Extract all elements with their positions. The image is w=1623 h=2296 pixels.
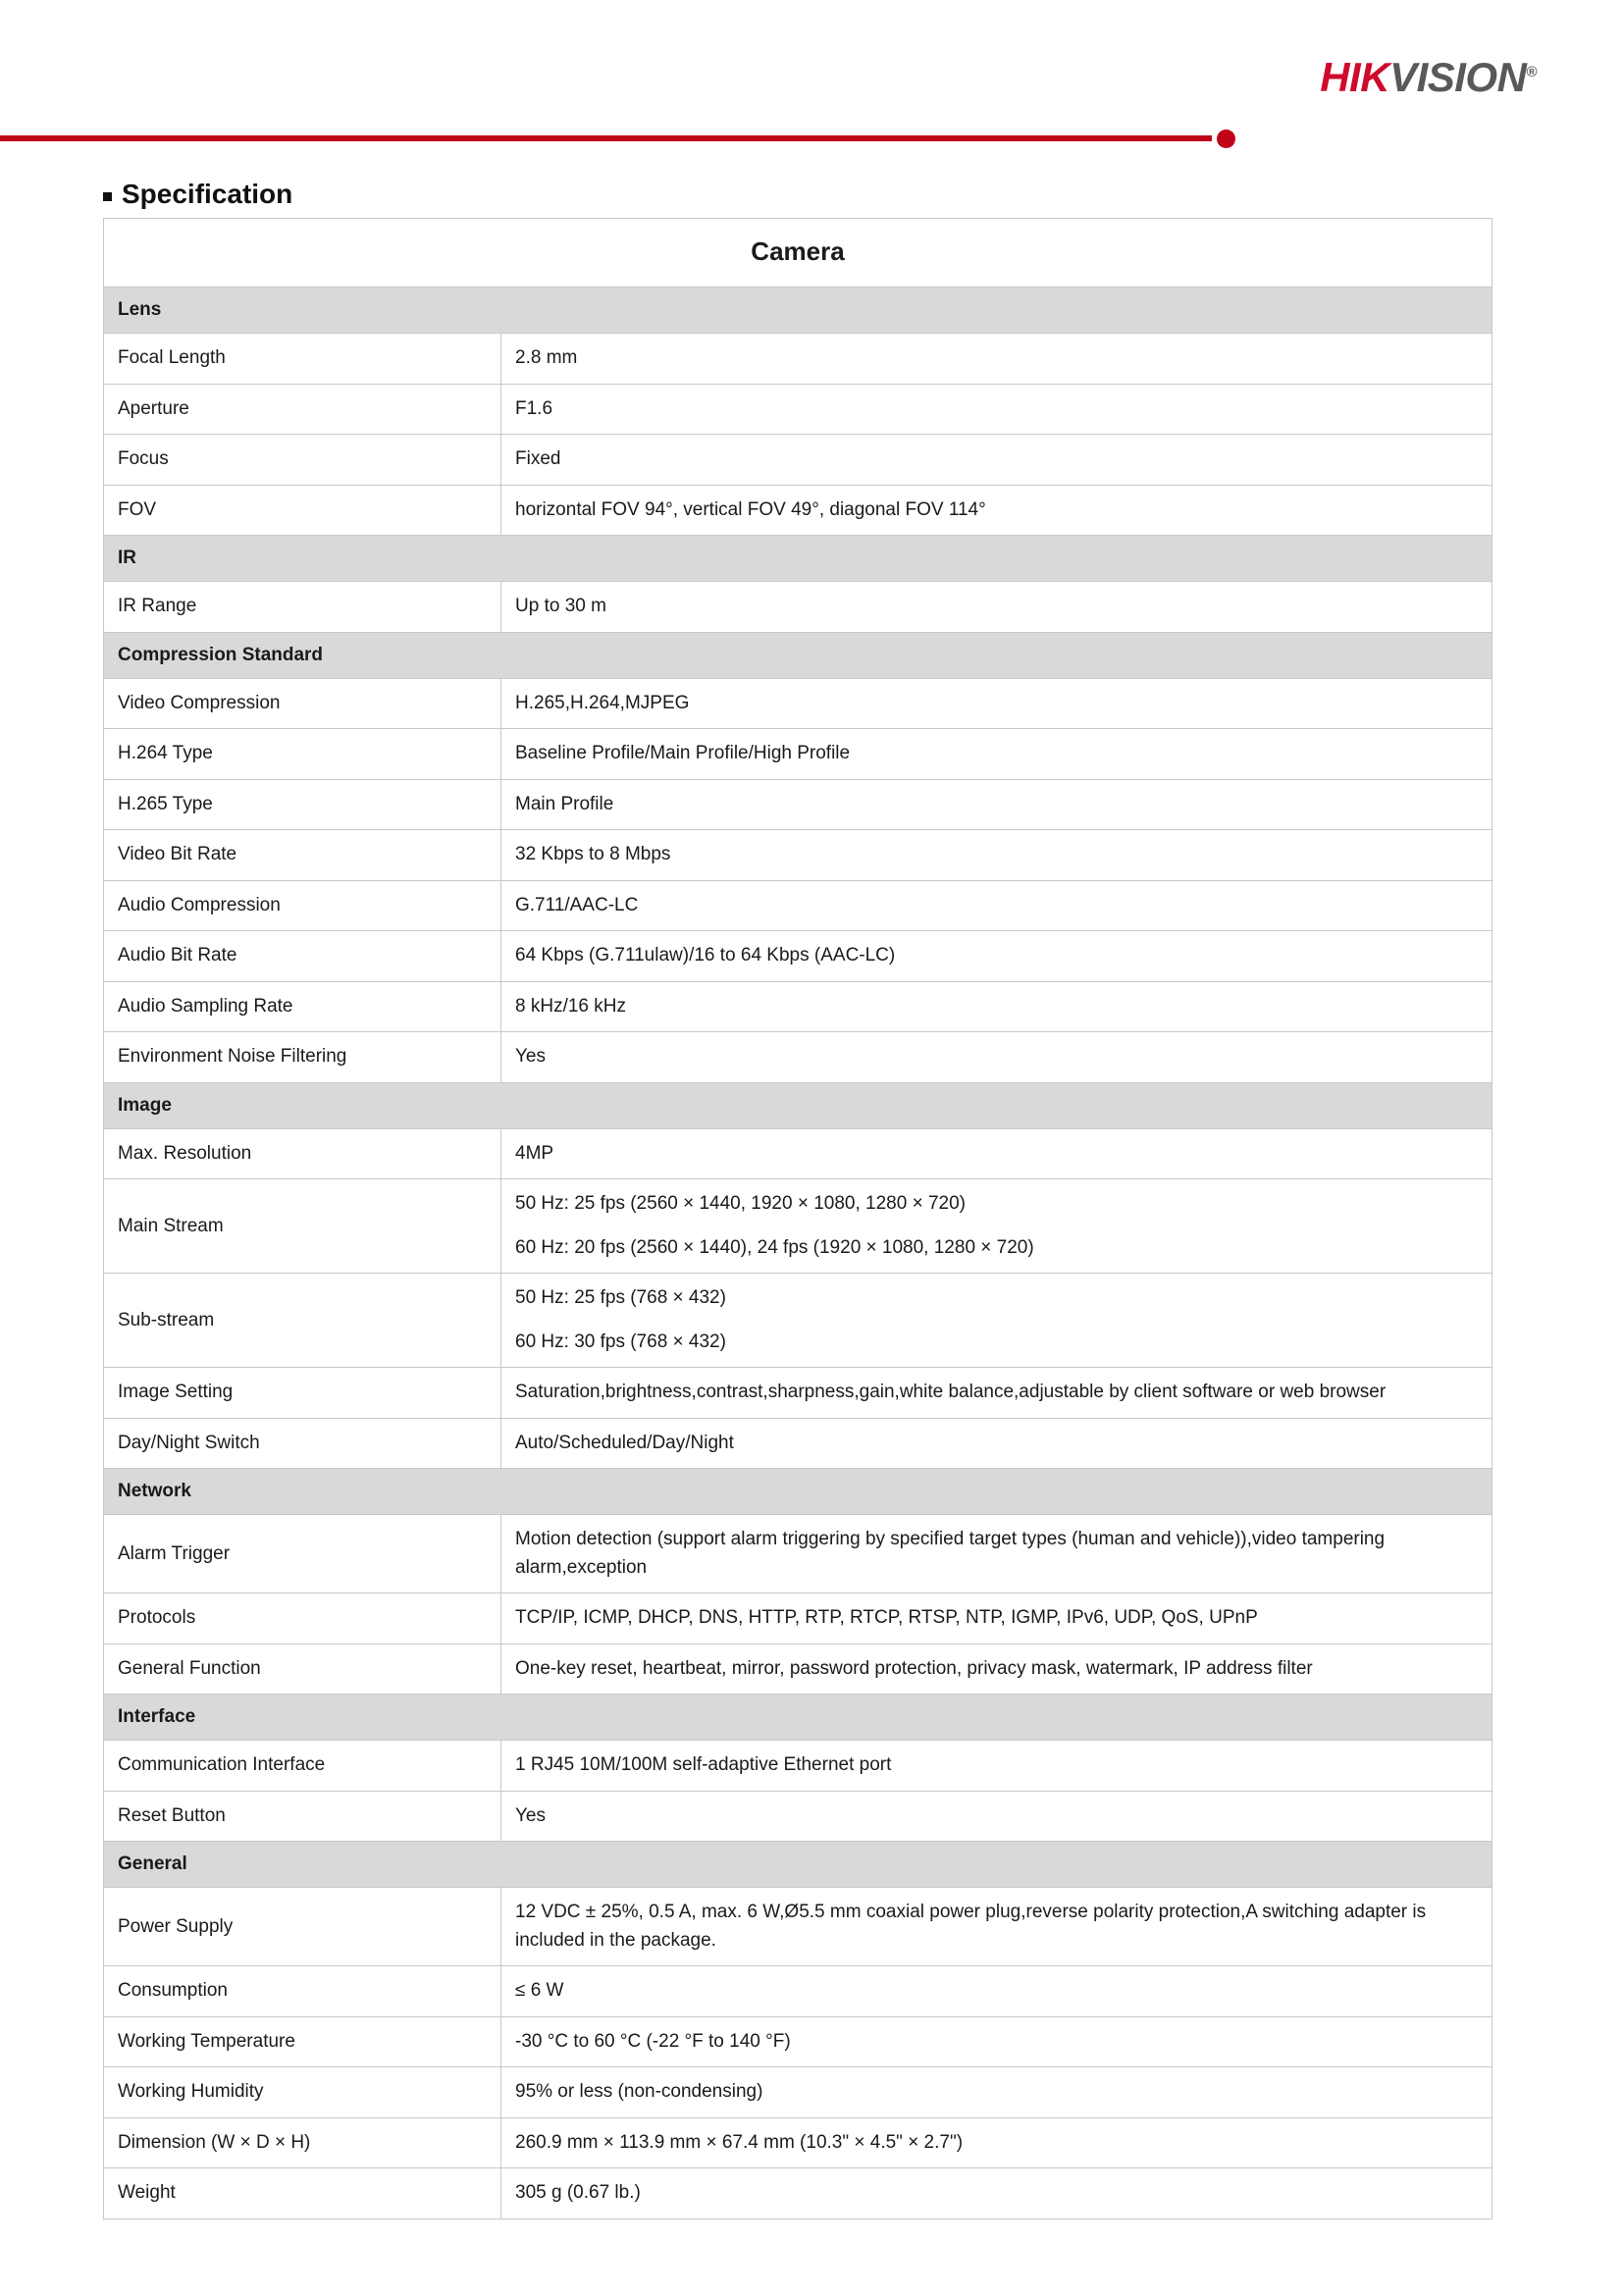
spec-label: Reset Button [104, 1791, 501, 1842]
spec-value-line: 32 Kbps to 8 Mbps [515, 844, 671, 864]
spec-value [501, 1741, 1492, 1792]
table-row [104, 678, 1492, 729]
spec-label: Image Setting [104, 1368, 501, 1419]
spec-value [501, 435, 1492, 486]
table-group-row [104, 1469, 1492, 1515]
spec-value-line: 12 VDC ± 25%, 0.5 A, max. 6 W,Ø5.5 mm coaxial power plug,reverse polarity protection,A switching adapter is included in the package. [515, 1902, 1427, 1951]
spec-value-line: 60 Hz: 30 fps (768 × 432) [515, 1331, 726, 1352]
table-row [104, 384, 1492, 435]
hikvision-logo [1320, 54, 1537, 100]
spec-value [501, 729, 1492, 780]
spec-label: Video Compression [104, 678, 501, 729]
table-title-row [104, 219, 1492, 287]
spec-value-line: 64 Kbps (G.711ulaw)/16 to 64 Kbps (AAC-LC) [515, 945, 896, 965]
spec-label: Communication Interface [104, 1741, 501, 1792]
spec-value-line: F1.6 [515, 397, 553, 419]
table-group-row [104, 287, 1492, 334]
group-label: Compression Standard [104, 632, 1492, 678]
spec-value [501, 1515, 1492, 1593]
spec-value [501, 334, 1492, 385]
spec-value-line: Fixed [515, 448, 561, 469]
table-row [104, 1741, 1492, 1792]
spec-value [501, 1368, 1492, 1419]
spec-value-line: 95% or less (non-condensing) [515, 2081, 763, 2102]
table-group-row [104, 1842, 1492, 1888]
table-row [104, 779, 1492, 830]
group-label: General [104, 1842, 1492, 1888]
spec-value [501, 2067, 1492, 2118]
group-label: Network [104, 1469, 1492, 1515]
spec-value [501, 981, 1492, 1032]
spec-label: Working Humidity [104, 2067, 501, 2118]
spec-label: Power Supply [104, 1888, 501, 1966]
spec-label: H.265 Type [104, 779, 501, 830]
spec-value [501, 678, 1492, 729]
spec-value-line: Yes [515, 1804, 546, 1826]
spec-value-line: 4MP [515, 1142, 554, 1164]
spec-value-line: Auto/Scheduled/Day/Night [515, 1432, 734, 1453]
spec-label: IR Range [104, 582, 501, 633]
spec-value-line: horizontal FOV 94°, vertical FOV 49°, diagonal FOV 114° [515, 498, 986, 520]
spec-value [501, 2117, 1492, 2168]
table-row [104, 981, 1492, 1032]
spec-value [501, 485, 1492, 536]
group-label: Image [104, 1082, 1492, 1128]
spec-label: Working Temperature [104, 2016, 501, 2067]
table-row [104, 1032, 1492, 1083]
spec-value-line: TCP/IP, ICMP, DHCP, DNS, HTTP, RTP, RTCP, RTSP, NTP, IGMP, IPv6, UDP, QoS, UPnP [515, 1607, 1258, 1628]
table-row [104, 2117, 1492, 2168]
spec-label: Video Bit Rate [104, 830, 501, 881]
spec-label: Dimension (W × D × H) [104, 2117, 501, 2168]
table-row [104, 729, 1492, 780]
spec-value-line: Saturation,brightness,contrast,sharpness,gain,white balance,adjustable by client software or web browser [515, 1382, 1387, 1402]
spec-value [501, 2168, 1492, 2219]
spec-label: H.264 Type [104, 729, 501, 780]
spec-value-line: 260.9 mm × 113.9 mm × 67.4 mm (10.3" × 4.5" × 2.7") [515, 2131, 964, 2153]
table-row [104, 931, 1492, 982]
table-row [104, 1274, 1492, 1368]
spec-label: Environment Noise Filtering [104, 1032, 501, 1083]
spec-label: Max. Resolution [104, 1128, 501, 1179]
table-row [104, 435, 1492, 486]
spec-label: Focal Length [104, 334, 501, 385]
header-red-dot-icon [1217, 130, 1235, 148]
table-row [104, 880, 1492, 931]
spec-value-line: 2.8 mm [515, 347, 578, 368]
spec-value-line: 8 kHz/16 kHz [515, 995, 626, 1017]
spec-value [501, 830, 1492, 881]
spec-value [501, 1593, 1492, 1644]
table-title-cell: Camera [104, 219, 1492, 287]
spec-value-line: -30 °C to 60 °C (-22 °F to 140 °F) [515, 2030, 791, 2052]
registered-trademark-icon: ® [1526, 64, 1537, 80]
spec-value [501, 779, 1492, 830]
spec-value-line: H.265,H.264,MJPEG [515, 692, 690, 713]
spec-value-line: Up to 30 m [515, 596, 606, 616]
spec-label: Audio Bit Rate [104, 931, 501, 982]
table-row [104, 1128, 1492, 1179]
table-group-row [104, 536, 1492, 582]
spec-value [501, 880, 1492, 931]
spec-value [501, 384, 1492, 435]
table-row [104, 1888, 1492, 1966]
spec-value [501, 1032, 1492, 1083]
table-row [104, 830, 1492, 881]
table-row [104, 1368, 1492, 1419]
spec-value-line: G.711/AAC-LC [515, 894, 639, 915]
spec-label: Audio Sampling Rate [104, 981, 501, 1032]
spec-label: Protocols [104, 1593, 501, 1644]
spec-value-line: Motion detection (support alarm triggering by specified target types (human and vehicle)),video tampering alarm,exception [515, 1529, 1386, 1578]
specification-table-container [103, 218, 1492, 2219]
table-row [104, 1515, 1492, 1593]
group-label: Lens [104, 287, 1492, 334]
spec-value-line: Main Profile [515, 793, 614, 814]
spec-value [501, 931, 1492, 982]
table-row [104, 1593, 1492, 1644]
spec-value [501, 1179, 1492, 1274]
table-row [104, 1644, 1492, 1695]
bullet-square-icon [103, 192, 112, 201]
group-label: Interface [104, 1695, 1492, 1741]
spec-label: Main Stream [104, 1179, 501, 1274]
page-header [0, 0, 1623, 128]
table-row [104, 1791, 1492, 1842]
spec-value-line: 50 Hz: 25 fps (2560 × 1440, 1920 × 1080, 1280 × 720) [515, 1193, 966, 1214]
spec-label: Focus [104, 435, 501, 486]
table-row [104, 2016, 1492, 2067]
spec-value-line: 50 Hz: 25 fps (768 × 432) [515, 1287, 726, 1308]
spec-label: Sub-stream [104, 1274, 501, 1368]
header-divider [0, 128, 1623, 151]
spec-value [501, 1128, 1492, 1179]
table-row [104, 1418, 1492, 1469]
table-group-row [104, 632, 1492, 678]
page-title [103, 179, 1623, 210]
table-row [104, 2067, 1492, 2118]
table-row [104, 582, 1492, 633]
spec-value [501, 1644, 1492, 1695]
spec-value [501, 1274, 1492, 1368]
spec-label: Consumption [104, 1966, 501, 2017]
spec-value-line: Yes [515, 1046, 546, 1067]
spec-label: Weight [104, 2168, 501, 2219]
table-row [104, 1179, 1492, 1274]
logo-hik-text: HIK [1320, 54, 1390, 100]
spec-value-line: ≤ 6 W [515, 1980, 564, 2001]
spec-value [501, 2016, 1492, 2067]
spec-value-line: One-key reset, heartbeat, mirror, password protection, privacy mask, watermark, IP address filter [515, 1657, 1313, 1679]
table-group-row [104, 1695, 1492, 1741]
group-label: IR [104, 536, 1492, 582]
spec-value [501, 1966, 1492, 2017]
spec-label: Day/Night Switch [104, 1418, 501, 1469]
spec-value [501, 582, 1492, 633]
spec-value [501, 1791, 1492, 1842]
header-red-rule [0, 135, 1212, 141]
spec-label: Aperture [104, 384, 501, 435]
spec-value [501, 1418, 1492, 1469]
spec-value-line: 1 RJ45 10M/100M self-adaptive Ethernet port [515, 1754, 892, 1775]
logo-vision-text: VISION [1389, 54, 1527, 100]
spec-label: Alarm Trigger [104, 1515, 501, 1593]
table-row [104, 485, 1492, 536]
specification-table [103, 218, 1492, 2219]
table-group-row [104, 1082, 1492, 1128]
page-title-text: Specification [122, 179, 293, 209]
table-row [104, 2168, 1492, 2219]
spec-label: FOV [104, 485, 501, 536]
spec-value-line: 60 Hz: 20 fps (2560 × 1440), 24 fps (1920 × 1080, 1280 × 720) [515, 1236, 1034, 1258]
spec-label: General Function [104, 1644, 501, 1695]
spec-value-line: Baseline Profile/Main Profile/High Profile [515, 743, 851, 763]
spec-value [501, 1888, 1492, 1966]
spec-label: Audio Compression [104, 880, 501, 931]
table-row [104, 334, 1492, 385]
table-row [104, 1966, 1492, 2017]
spec-value-line: 305 g (0.67 lb.) [515, 2182, 641, 2203]
